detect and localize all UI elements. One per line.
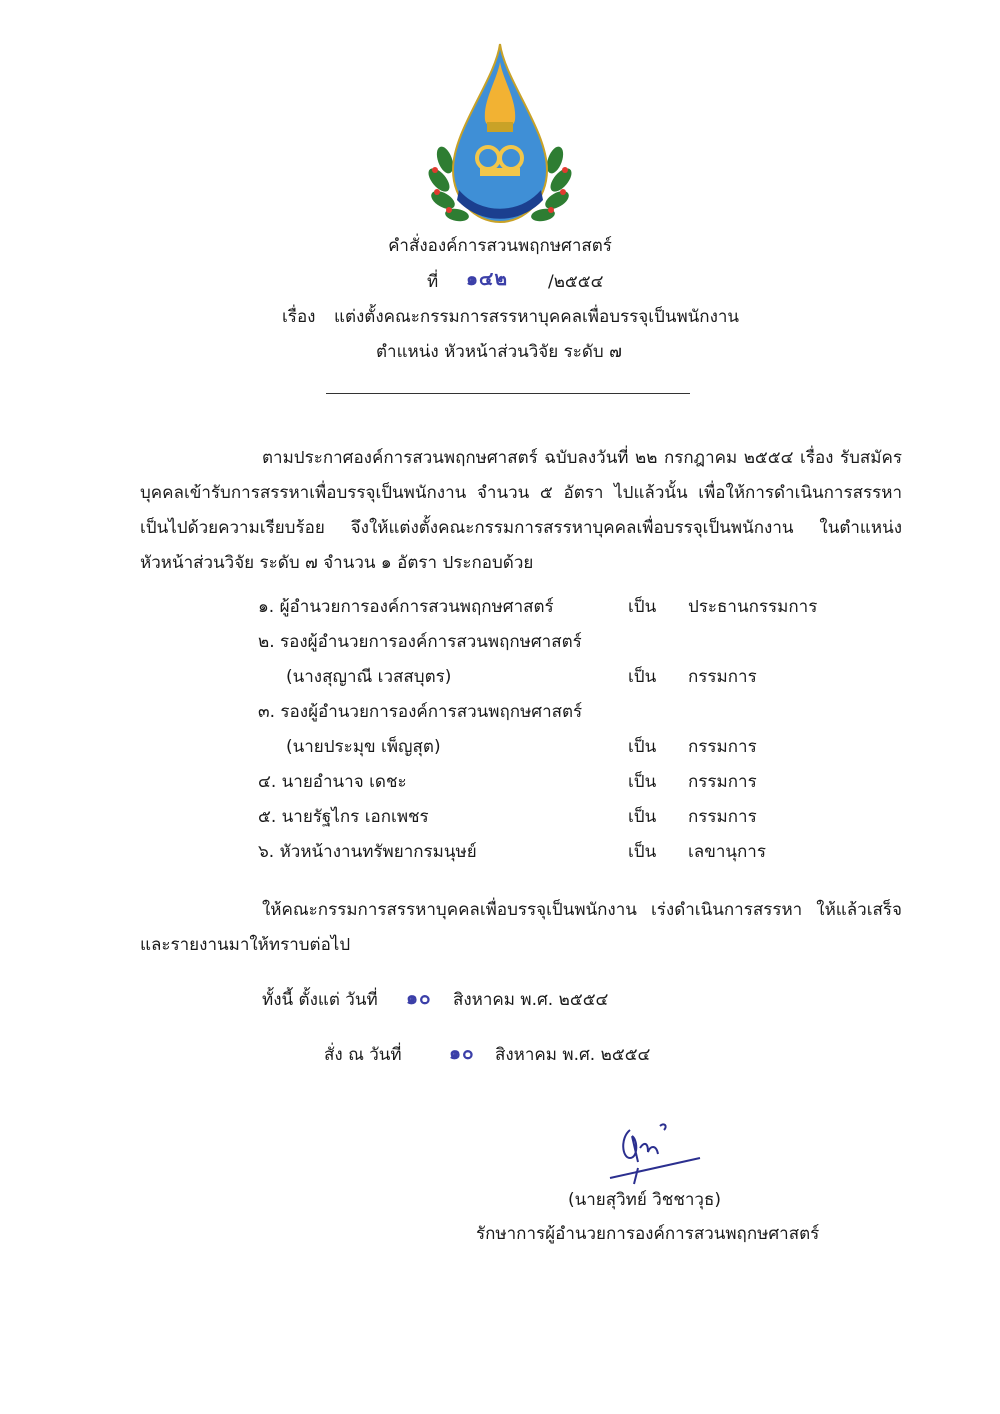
committee-be: เป็น — [628, 772, 657, 792]
subject-label: เรื่อง — [282, 307, 316, 327]
handwritten-signature — [608, 1118, 708, 1188]
effective-day-handwritten: ๑๐ — [406, 987, 432, 1009]
committee-name: ๕. นายรัฐไกร เอกเพชร — [258, 807, 429, 827]
committee-role: กรรมการ — [688, 807, 757, 827]
committee-be: เป็น — [628, 807, 657, 827]
order-number-handwritten: ๑๔๒ — [466, 268, 508, 290]
committee-role: กรรมการ — [688, 737, 757, 757]
committee-row — [258, 695, 858, 730]
subject-line-2: ตำแหน่ง หัวหน้าส่วนวิจัย ระดับ ๗ — [376, 342, 622, 362]
committee-name: ๔. นายอำนาจ เดชะ — [258, 772, 407, 792]
committee-row — [258, 765, 858, 800]
signatory-name: (นายสุวิทย์ วิชชาวุธ) — [568, 1190, 721, 1210]
ordered-day-handwritten: ๑๐ — [449, 1042, 475, 1064]
order-number-prefix: ที่ — [427, 272, 439, 292]
committee-role: กรรมการ — [688, 772, 757, 792]
committee-name: ๖. หัวหน้างานทรัพยากรมนุษย์ — [258, 842, 477, 862]
committee-row — [258, 730, 858, 765]
committee-row — [258, 660, 858, 695]
committee-be: เป็น — [628, 737, 657, 757]
committee-role: กรรมการ — [688, 667, 757, 687]
committee-row — [258, 835, 858, 870]
subject-line-1: แต่งตั้งคณะกรรมการสรรหาบุคคลเพื่อบรรจุเป็นพนักงาน — [334, 307, 740, 327]
committee-role: ประธานกรรมการ — [688, 597, 818, 617]
body-paragraph-2: ให้คณะกรรมการสรรหาบุคคลเพื่อบรรจุเป็นพนักงาน เร่งดำเนินการสรรหา ให้แล้วเสร็จและรายงานมาให้ทราบต่อไป — [140, 900, 902, 955]
committee-row — [258, 590, 858, 625]
committee-name: ๓. รองผู้อำนวยการองค์การสวนพฤกษศาสตร์ — [258, 702, 583, 722]
committee-be: เป็น — [628, 667, 657, 687]
committee-be: เป็น — [628, 597, 657, 617]
committee-name: ๑. ผู้อำนวยการองค์การสวนพฤกษศาสตร์ — [258, 597, 554, 617]
committee-be: เป็น — [628, 842, 657, 862]
committee-name: (นางสุญาณี เวสสบุตร) — [286, 667, 452, 687]
signatory-position: รักษาการผู้อำนวยการองค์การสวนพฤกษศาสตร์ — [476, 1224, 820, 1244]
body-paragraph-1: ตามประกาศองค์การสวนพฤกษศาสตร์ ฉบับลงวันที่ ๒๒ กรกฎาคม ๒๕๕๔ เรื่อง รับสมัครบุคคลเข้ารับการสรรหาเพื่อบรรจุเป็นพนักงาน จำนวน ๕ อัตรา ไปแล้วนั้น เพื่อให้การดำเนินการสรรหาเป็นไปด้วยความเรียบร้อย จึงให้แต่งตั้งคณะกรรมการสรรหาบุคคลเพื่อบรรจุเป็นพนักงาน ในตำแหน่ง หัวหน้าส่วนวิจัย ระดับ ๗ จำนวน ๑ อัตรา ประกอบด้วย — [140, 448, 902, 573]
committee-row — [258, 625, 858, 660]
ordered-date-suffix: สิงหาคม พ.ศ. ๒๕๕๔ — [495, 1045, 651, 1065]
ordered-date-prefix: สั่ง ณ วันที่ — [324, 1045, 402, 1065]
header-divider — [326, 393, 690, 394]
committee-name: (นายประมุข เพ็ญสุต) — [286, 737, 441, 757]
committee-row — [258, 800, 858, 835]
committee-name: ๒. รองผู้อำนวยการองค์การสวนพฤกษศาสตร์ — [258, 632, 582, 652]
committee-role: เลขานุการ — [688, 842, 766, 862]
order-number-year: /๒๕๕๔ — [548, 272, 604, 292]
order-title: คำสั่งองค์การสวนพฤกษศาสตร์ — [388, 236, 612, 256]
effective-date-prefix: ทั้งนี้ ตั้งแต่ วันที่ — [262, 990, 378, 1010]
effective-date-suffix: สิงหาคม พ.ศ. ๒๕๕๔ — [453, 990, 609, 1010]
organization-logo — [425, 40, 575, 230]
